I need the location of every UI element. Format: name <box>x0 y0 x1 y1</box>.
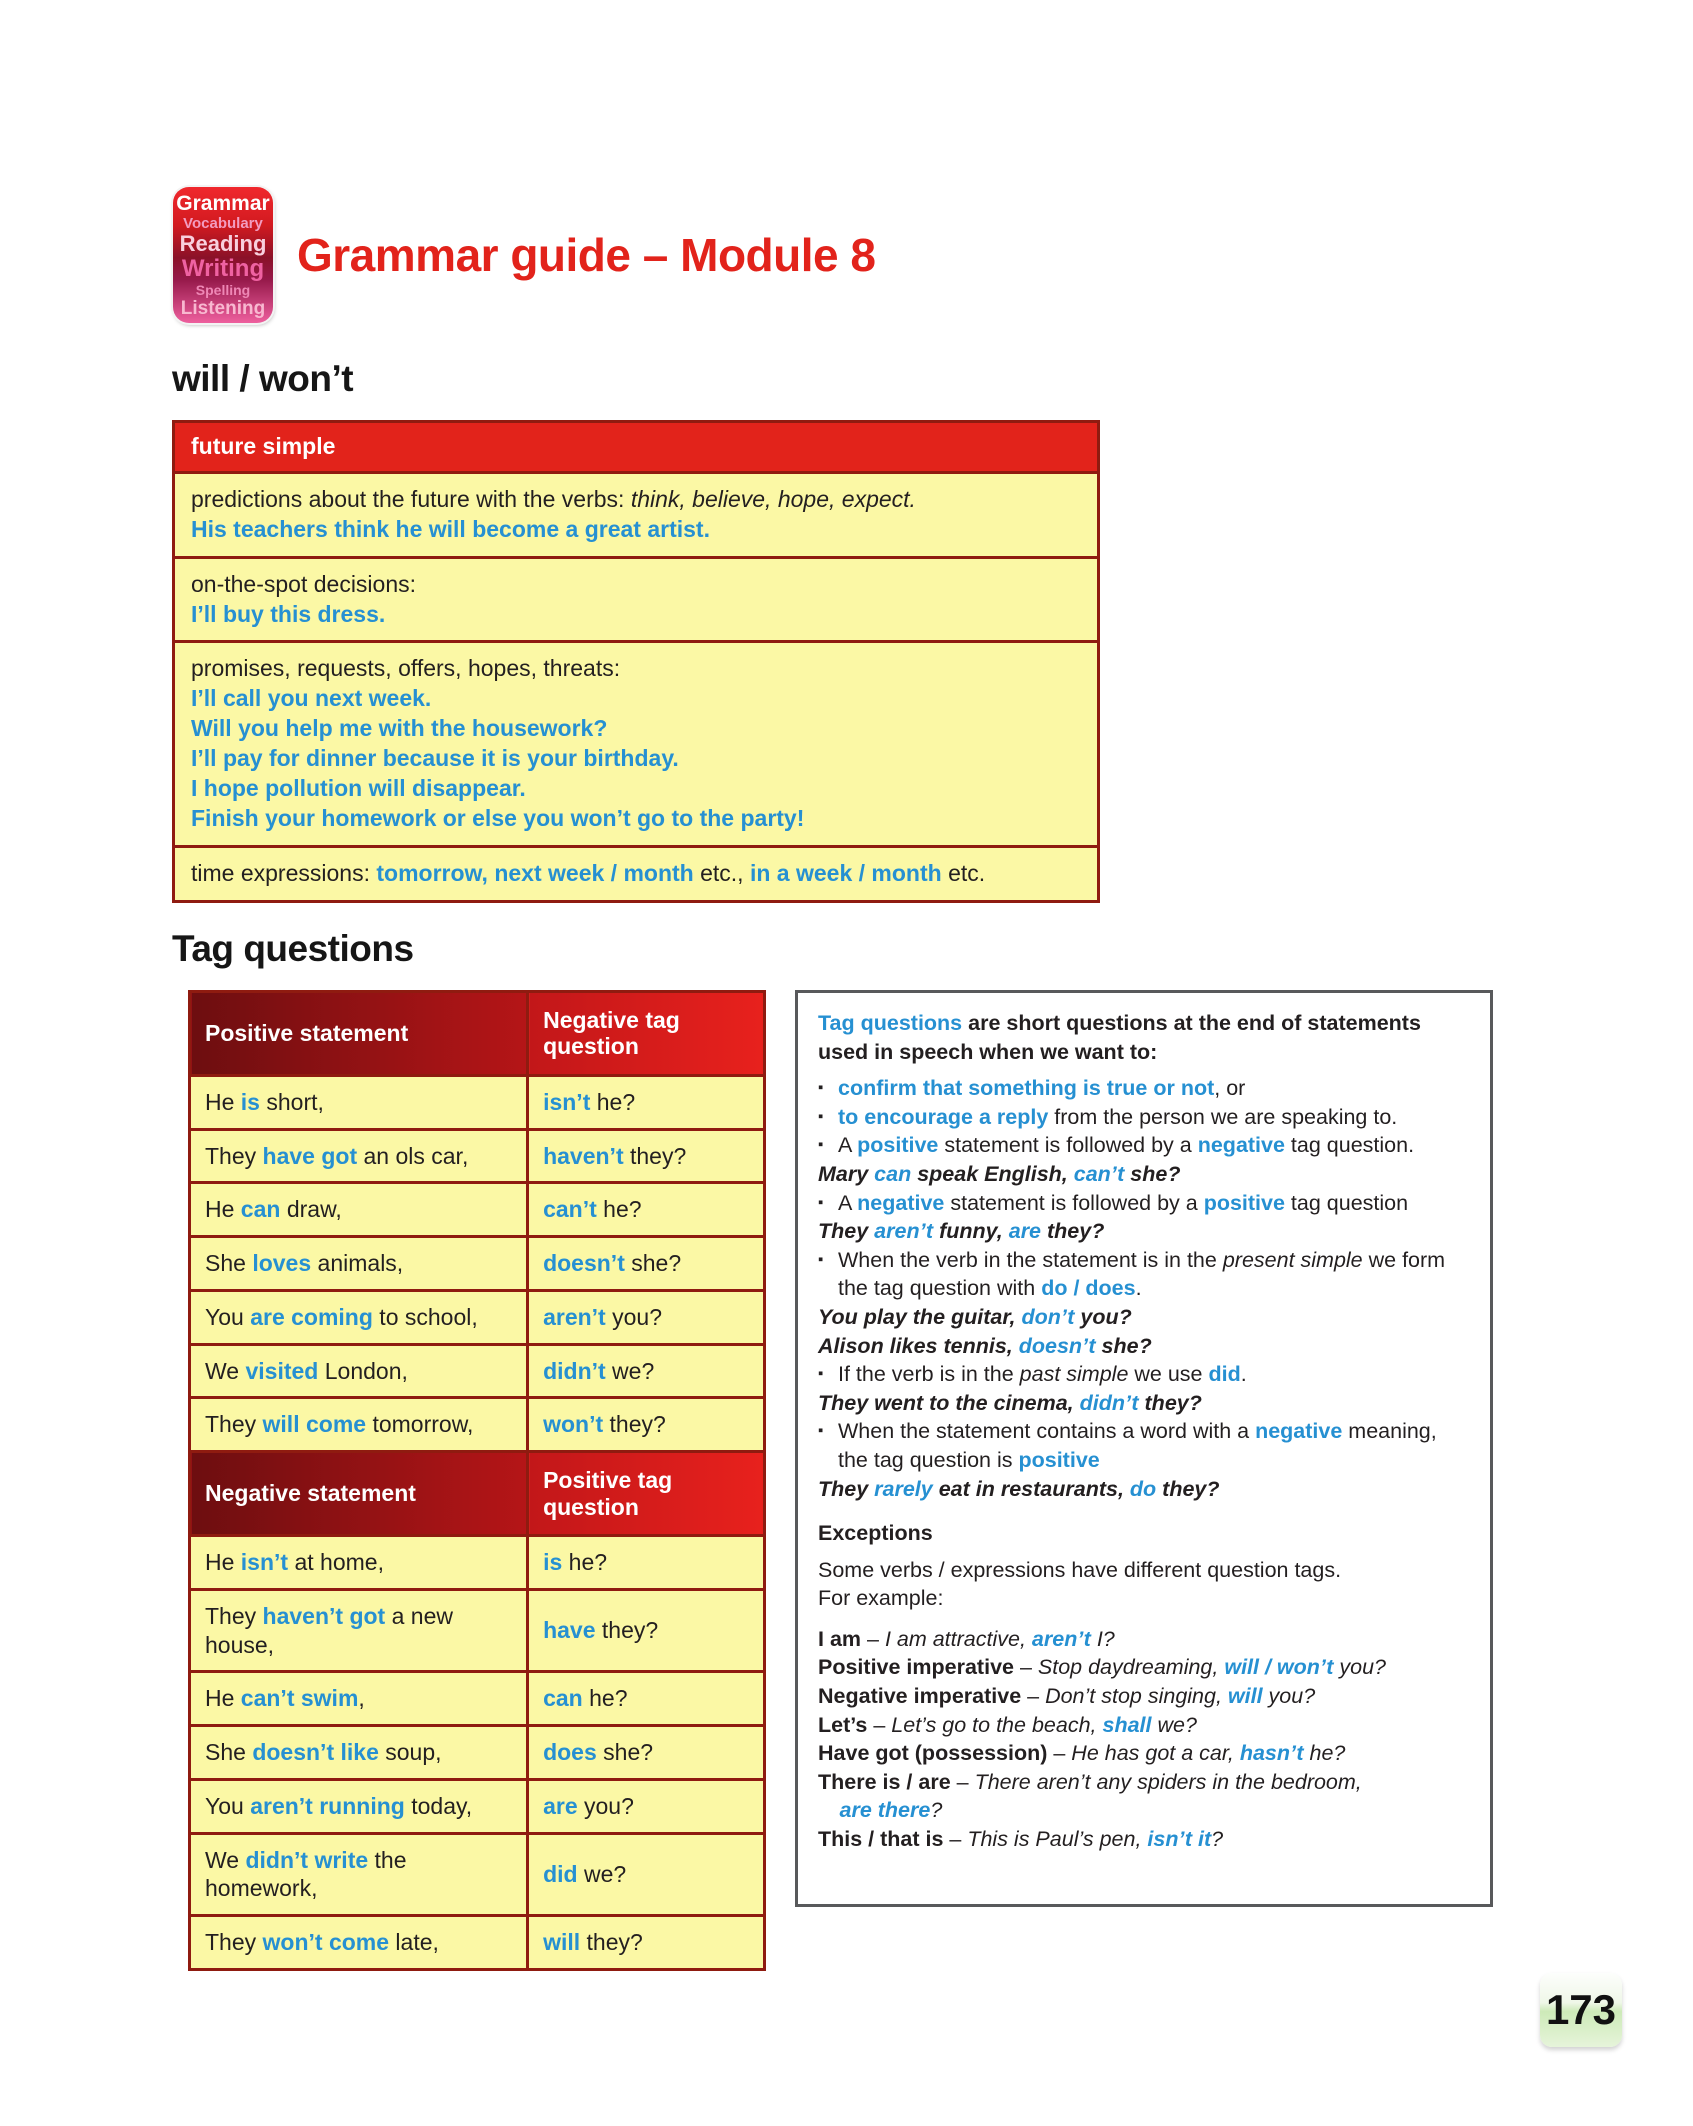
bullet-text <box>838 1417 1470 1474</box>
future-simple-row <box>174 642 1099 846</box>
text-segment: Exceptions <box>818 1521 933 1546</box>
text-segment: they? <box>623 1142 687 1169</box>
info-line-ex <box>818 1160 1470 1189</box>
info-line-heading <box>818 1519 1470 1548</box>
text-segment: the homework, <box>205 1846 407 1902</box>
tag-cell <box>528 1183 765 1237</box>
text-segment: do <box>1129 1476 1157 1501</box>
text-segment: he? <box>562 1549 608 1575</box>
tag-cell <box>528 1916 765 1970</box>
text-segment: etc., <box>693 859 750 886</box>
text-segment: tomorrow, next week / month <box>376 859 694 886</box>
tag-table-header-row <box>190 992 765 1076</box>
text-segment: I’ll buy this dress. <box>191 600 386 627</box>
info-line-bullet <box>818 1103 1470 1132</box>
text-segment: Some verbs / expressions have different question tags. <box>818 1557 1342 1582</box>
info-line-exception <box>818 1682 1470 1711</box>
bullet-square-icon: ▪ <box>818 1136 824 1154</box>
text-segment: haven’t <box>543 1142 624 1169</box>
text-segment: are coming <box>250 1303 373 1330</box>
text-segment: are short questions at the end of statements used in speech when we want to: <box>818 1011 1421 1064</box>
bullet-square-icon: ▪ <box>818 1250 824 1268</box>
info-line-ex <box>818 1475 1470 1504</box>
tag-table-header-cell: Positive statement <box>190 992 528 1076</box>
text-segment: aren’t <box>874 1219 934 1244</box>
tag-cell <box>528 1536 765 1590</box>
text-segment: predictions about the future with the verbs: <box>191 485 631 512</box>
tag-cell <box>528 1290 765 1344</box>
logo-line: Grammar <box>176 192 270 215</box>
text-segment: He <box>205 1549 241 1575</box>
text-segment: didn’t write <box>245 1846 369 1873</box>
text-segment: He <box>205 1088 241 1115</box>
bullet-text <box>838 1246 1470 1303</box>
text-segment: you? <box>577 1792 634 1819</box>
text-segment: does <box>543 1739 597 1765</box>
text-segment: They <box>818 1219 875 1244</box>
text-segment: think, believe, hope, expect. <box>630 485 916 512</box>
text-segment: did <box>1208 1362 1241 1387</box>
text-segment: We <box>205 1357 246 1384</box>
text-segment: You <box>205 1303 251 1330</box>
text-segment: they? <box>580 1929 643 1955</box>
text-segment: did <box>543 1860 578 1887</box>
text-segment: Negative imperative <box>818 1684 1022 1709</box>
text-segment: have got <box>262 1142 358 1169</box>
text-segment: can’t <box>543 1196 597 1223</box>
text-segment: can <box>874 1161 912 1186</box>
logo-line: Vocabulary <box>183 215 263 233</box>
tag-cell <box>528 1344 765 1398</box>
text-segment: at home, <box>288 1549 384 1575</box>
text-segment: I am attractive, <box>884 1626 1032 1651</box>
text-segment: – <box>1013 1655 1038 1680</box>
rule-line <box>191 600 1081 630</box>
info-line-bullet <box>818 1074 1470 1103</box>
tag-cell <box>528 1237 765 1291</box>
tag-table-row <box>190 1075 765 1129</box>
text-segment: he? <box>582 1685 628 1712</box>
logo-line: Listening <box>180 298 266 320</box>
text-segment: isn’t it <box>1147 1827 1212 1852</box>
text-segment: didn’t <box>543 1357 606 1384</box>
text-segment: is <box>240 1088 260 1115</box>
section-heading-tag-questions: Tag questions <box>172 928 414 969</box>
text-segment: will come <box>262 1411 367 1438</box>
text-segment: His teachers think he will become a great artist. <box>191 515 710 542</box>
future-simple-row <box>174 557 1099 642</box>
statement-cell <box>190 1672 528 1726</box>
text-segment: When the verb in the statement is in the <box>838 1247 1223 1272</box>
tag-table-row <box>190 1398 765 1452</box>
text-segment: rarely <box>874 1476 933 1501</box>
statement-cell <box>190 1589 528 1672</box>
text-segment: loves <box>252 1250 312 1277</box>
bullet-text <box>838 1360 1470 1389</box>
text-segment: He <box>205 1685 241 1712</box>
text-segment: A <box>838 1190 858 1215</box>
statement-cell <box>190 1916 528 1970</box>
text-segment: – <box>950 1769 975 1794</box>
text-segment: don’t <box>1021 1304 1075 1329</box>
text-segment: positive <box>1018 1447 1100 1472</box>
text-segment: They <box>205 1602 263 1629</box>
text-segment: You play the guitar, <box>818 1304 1022 1329</box>
text-segment: She <box>205 1250 253 1277</box>
page-title: Grammar guide – Module 8 <box>297 229 876 281</box>
statement-cell <box>190 1398 528 1452</box>
rule-line <box>191 774 1081 804</box>
text-segment: I’ll call you next week. <box>191 685 432 712</box>
text-segment: Have got (possession) <box>818 1741 1048 1766</box>
text-segment: . <box>1240 1362 1247 1387</box>
text-segment: we use <box>1128 1362 1209 1387</box>
text-segment: She <box>205 1739 253 1765</box>
text-segment: they? <box>1156 1476 1220 1501</box>
future-simple-cell <box>174 472 1099 557</box>
text-segment: I hope pollution will disappear. <box>191 775 526 802</box>
statement-cell <box>190 1779 528 1833</box>
tag-table-row <box>190 1589 765 1672</box>
text-segment: she? <box>1124 1161 1181 1186</box>
text-segment: can’t <box>1073 1161 1125 1186</box>
text-segment: we? <box>605 1357 655 1384</box>
text-segment: past simple <box>1019 1362 1129 1387</box>
text-segment: I’ll pay for dinner because it is your birthday. <box>191 745 679 772</box>
text-segment: they? <box>595 1617 659 1644</box>
info-line-ex <box>818 1389 1470 1418</box>
text-segment: hasn’t <box>1239 1741 1304 1766</box>
text-segment: he? <box>1303 1741 1346 1766</box>
text-segment: aren’t <box>1031 1626 1091 1651</box>
text-segment: to school, <box>372 1303 478 1330</box>
statement-cell <box>190 1129 528 1183</box>
logo-line: Writing <box>181 255 265 283</box>
text-segment: This is Paul’s pen, <box>967 1827 1148 1852</box>
text-segment: we? <box>1151 1712 1197 1737</box>
info-line-exception <box>818 1711 1470 1740</box>
tag-table-row <box>190 1536 765 1590</box>
tag-table-row <box>190 1779 765 1833</box>
tag-table-row <box>190 1916 765 1970</box>
text-segment: negative <box>1255 1419 1343 1444</box>
text-segment: in a week / month <box>749 859 942 886</box>
tag-cell <box>528 1129 765 1183</box>
text-segment: I? <box>1090 1626 1115 1651</box>
future-simple-header: future simple <box>174 422 1099 473</box>
text-segment: tag question <box>1284 1190 1409 1215</box>
text-segment: They <box>205 1142 263 1169</box>
text-segment: we? <box>577 1860 627 1887</box>
text-segment: There is / are <box>818 1769 951 1794</box>
text-segment: doesn’t like <box>252 1739 379 1765</box>
future-simple-table <box>172 420 1100 903</box>
text-segment: can <box>543 1685 583 1712</box>
text-segment: – <box>1021 1684 1046 1709</box>
tag-table-header-cell: Negative tag question <box>528 992 765 1076</box>
text-segment: tag question. <box>1284 1133 1415 1158</box>
text-segment: have <box>543 1617 596 1644</box>
text-segment: Let’s <box>818 1712 868 1737</box>
text-segment: an ols car, <box>357 1142 469 1169</box>
text-segment: visited <box>245 1357 319 1384</box>
logo-line: Spelling <box>195 282 251 299</box>
text-segment: Alison likes tennis, <box>818 1333 1019 1358</box>
rule-line <box>191 684 1081 714</box>
text-segment: confirm that something is true or not <box>838 1076 1215 1101</box>
bullet-text <box>838 1074 1470 1103</box>
text-segment: negative <box>857 1190 945 1215</box>
text-segment: meaning, the tag question is <box>838 1419 1437 1472</box>
text-segment: time expressions: <box>191 859 377 886</box>
text-segment: – <box>943 1827 968 1852</box>
text-segment: funny, <box>933 1219 1009 1244</box>
text-segment: For example: <box>818 1586 944 1611</box>
text-segment: – <box>861 1626 885 1651</box>
text-segment: from the person we are speaking to. <box>1048 1104 1398 1129</box>
text-segment: can’t swim <box>240 1685 359 1712</box>
info-line-intro <box>818 1009 1470 1066</box>
text-segment: on-the-spot decisions: <box>191 570 417 597</box>
text-segment: eat in restaurants, <box>932 1476 1130 1501</box>
text-segment: He has got a car, <box>1071 1741 1240 1766</box>
rule-line <box>191 654 1081 684</box>
tag-questions-table <box>188 990 766 1971</box>
info-line-bullet <box>818 1417 1470 1474</box>
rule-line <box>191 859 1081 889</box>
text-segment: animals, <box>311 1250 404 1277</box>
logo-line: Reading <box>179 230 267 256</box>
course-skills-logo <box>173 187 273 323</box>
bullet-square-icon: ▪ <box>818 1107 824 1125</box>
text-segment: is <box>543 1549 563 1575</box>
text-segment: short, <box>259 1088 324 1115</box>
info-line-bullet <box>818 1131 1470 1160</box>
text-segment: We <box>205 1846 246 1873</box>
bullet-square-icon: ▪ <box>818 1422 824 1440</box>
rule-line <box>191 570 1081 600</box>
future-simple-cell <box>174 846 1099 901</box>
tag-questions-info-box <box>795 990 1493 1907</box>
text-segment: – <box>1047 1741 1072 1766</box>
info-line-ex <box>818 1332 1470 1361</box>
text-segment: Stop daydreaming, <box>1037 1655 1225 1680</box>
text-segment: speak English, <box>911 1161 1074 1186</box>
text-segment: This / that is <box>818 1827 944 1852</box>
info-line-exception <box>818 1825 1470 1854</box>
text-segment: ? <box>930 1798 943 1823</box>
text-segment: statement is followed by a <box>938 1133 1198 1158</box>
text-segment: – <box>867 1712 892 1737</box>
tag-cell <box>528 1779 765 1833</box>
text-segment: When the statement contains a word with a <box>838 1419 1256 1444</box>
text-segment: I am <box>818 1626 862 1651</box>
page-number-badge: 173 <box>1540 1973 1622 2047</box>
text-segment: late, <box>389 1929 439 1955</box>
future-simple-cell <box>174 557 1099 642</box>
text-segment: statement is followed by a <box>944 1190 1204 1215</box>
statement-cell <box>190 1290 528 1344</box>
text-segment: , <box>358 1685 365 1712</box>
text-segment: Positive imperative <box>818 1655 1014 1680</box>
text-segment: will <box>1227 1684 1263 1709</box>
text-segment: she? <box>624 1250 682 1277</box>
info-line-ex <box>818 1303 1470 1332</box>
text-segment: positive <box>1203 1190 1285 1215</box>
text-segment: soup, <box>378 1739 442 1765</box>
text-segment: They <box>205 1929 263 1955</box>
text-segment: present simple <box>1222 1247 1363 1272</box>
text-segment: doesn’t <box>543 1250 625 1277</box>
text-segment: Will you help me with the housework? <box>191 715 608 742</box>
rule-line <box>191 804 1081 834</box>
text-segment: draw, <box>280 1196 342 1223</box>
info-line-exception <box>818 1653 1470 1682</box>
tag-table-row <box>190 1183 765 1237</box>
info-line-bullet <box>818 1360 1470 1389</box>
info-line-ex <box>818 1217 1470 1246</box>
text-segment: Mary <box>818 1161 875 1186</box>
bullet-text <box>838 1131 1470 1160</box>
text-segment: aren’t <box>543 1303 606 1330</box>
text-segment: will / won’t <box>1224 1655 1334 1680</box>
info-line-exception <box>818 1625 1470 1654</box>
text-segment: Finish your homework or else you won’t go to the party! <box>191 804 805 831</box>
text-segment: They went to the cinema, <box>818 1390 1080 1415</box>
text-segment: tomorrow, <box>366 1411 474 1438</box>
text-segment: are <box>1008 1219 1042 1244</box>
text-segment: are <box>543 1792 578 1819</box>
text-segment: will <box>543 1929 581 1955</box>
tag-table-row <box>190 1672 765 1726</box>
tag-table-row <box>190 1344 765 1398</box>
statement-cell <box>190 1183 528 1237</box>
bullet-square-icon: ▪ <box>818 1079 824 1097</box>
text-segment: won’t <box>543 1411 604 1438</box>
rule-line <box>191 744 1081 774</box>
text-segment: you? <box>1333 1655 1387 1680</box>
future-simple-cell <box>174 642 1099 846</box>
tag-cell <box>528 1398 765 1452</box>
text-segment: didn’t <box>1079 1390 1139 1415</box>
text-segment: isn’t <box>240 1549 289 1575</box>
tag-cell <box>528 1833 765 1916</box>
text-segment: They <box>818 1476 875 1501</box>
text-segment: she? <box>596 1739 654 1765</box>
info-line-bullet <box>818 1246 1470 1303</box>
tag-table-row <box>190 1726 765 1780</box>
tag-table-header-row <box>190 1452 765 1536</box>
text-segment: we form the tag question with <box>838 1247 1446 1301</box>
statement-cell <box>190 1075 528 1129</box>
text-segment: do / does <box>1041 1276 1136 1301</box>
text-segment: There aren’t any spiders in the bedroom, <box>974 1769 1362 1794</box>
text-segment: aren’t running <box>250 1792 405 1819</box>
text-segment: Tag questions <box>818 1011 963 1035</box>
text-segment: won’t come <box>262 1929 390 1955</box>
text-segment: a new house, <box>205 1602 453 1658</box>
statement-cell <box>190 1536 528 1590</box>
text-segment: negative <box>1197 1133 1285 1158</box>
tag-table-header-cell: Negative statement <box>190 1452 528 1536</box>
text-segment: You <box>205 1792 251 1819</box>
text-segment: doesn’t <box>1018 1333 1096 1358</box>
bullet-square-icon: ▪ <box>818 1365 824 1383</box>
info-line-bullet <box>818 1189 1470 1218</box>
tag-cell <box>528 1075 765 1129</box>
text-segment <box>818 1798 840 1822</box>
text-segment: he? <box>596 1196 642 1223</box>
rule-line <box>191 515 1081 545</box>
text-segment: you? <box>605 1303 662 1330</box>
tag-table-row <box>190 1290 765 1344</box>
future-simple-row <box>174 472 1099 557</box>
text-segment: They <box>205 1411 263 1438</box>
future-simple-row <box>174 846 1099 901</box>
text-segment: London, <box>318 1357 408 1384</box>
text-segment: If the verb is in the <box>838 1362 1020 1387</box>
text-segment: positive <box>857 1133 939 1158</box>
text-segment: promises, requests, offers, hopes, threats: <box>191 655 621 682</box>
text-segment: he? <box>590 1088 636 1115</box>
text-segment: Don’t stop singing, <box>1045 1684 1228 1709</box>
future-simple-header-row <box>174 422 1099 473</box>
bullet-text <box>838 1103 1470 1132</box>
text-segment: He <box>205 1196 241 1223</box>
text-segment: to encourage a reply <box>838 1104 1049 1129</box>
tag-table-row <box>190 1129 765 1183</box>
text-segment: can <box>240 1196 281 1223</box>
text-segment: you? <box>1262 1684 1316 1709</box>
text-segment: they? <box>1041 1219 1105 1244</box>
text-segment: A <box>838 1133 858 1158</box>
info-line-exception <box>818 1768 1470 1825</box>
section-heading-will-wont: will / won’t <box>172 358 354 399</box>
tag-table-header-cell: Positive tag question <box>528 1452 765 1536</box>
text-segment: , or <box>1214 1076 1246 1101</box>
text-segment: they? <box>1138 1390 1202 1415</box>
info-line-para <box>818 1556 1470 1613</box>
tag-cell <box>528 1726 765 1780</box>
statement-cell <box>190 1237 528 1291</box>
tag-table-row <box>190 1237 765 1291</box>
text-segment: shall <box>1102 1712 1152 1737</box>
text-segment: . <box>1135 1276 1142 1301</box>
text-segment: isn’t <box>543 1088 591 1115</box>
rule-line <box>191 714 1081 744</box>
statement-cell <box>190 1726 528 1780</box>
tag-cell <box>528 1672 765 1726</box>
tag-table-row <box>190 1833 765 1916</box>
text-segment: she? <box>1095 1333 1152 1358</box>
bullet-square-icon: ▪ <box>818 1193 824 1211</box>
text-segment: they? <box>603 1411 666 1438</box>
statement-cell <box>190 1344 528 1398</box>
text-segment: today, <box>404 1792 473 1819</box>
text-segment: etc. <box>941 859 986 886</box>
rule-line <box>191 485 1081 515</box>
text-segment: ? <box>1211 1827 1224 1852</box>
text-segment: you? <box>1074 1304 1132 1329</box>
text-segment: are there <box>839 1798 931 1823</box>
bullet-text <box>838 1189 1470 1218</box>
text-segment: Let’s go to the beach, <box>891 1712 1103 1737</box>
info-line-exception <box>818 1739 1470 1768</box>
text-segment: haven’t got <box>262 1602 386 1629</box>
statement-cell <box>190 1833 528 1916</box>
tag-cell <box>528 1589 765 1672</box>
